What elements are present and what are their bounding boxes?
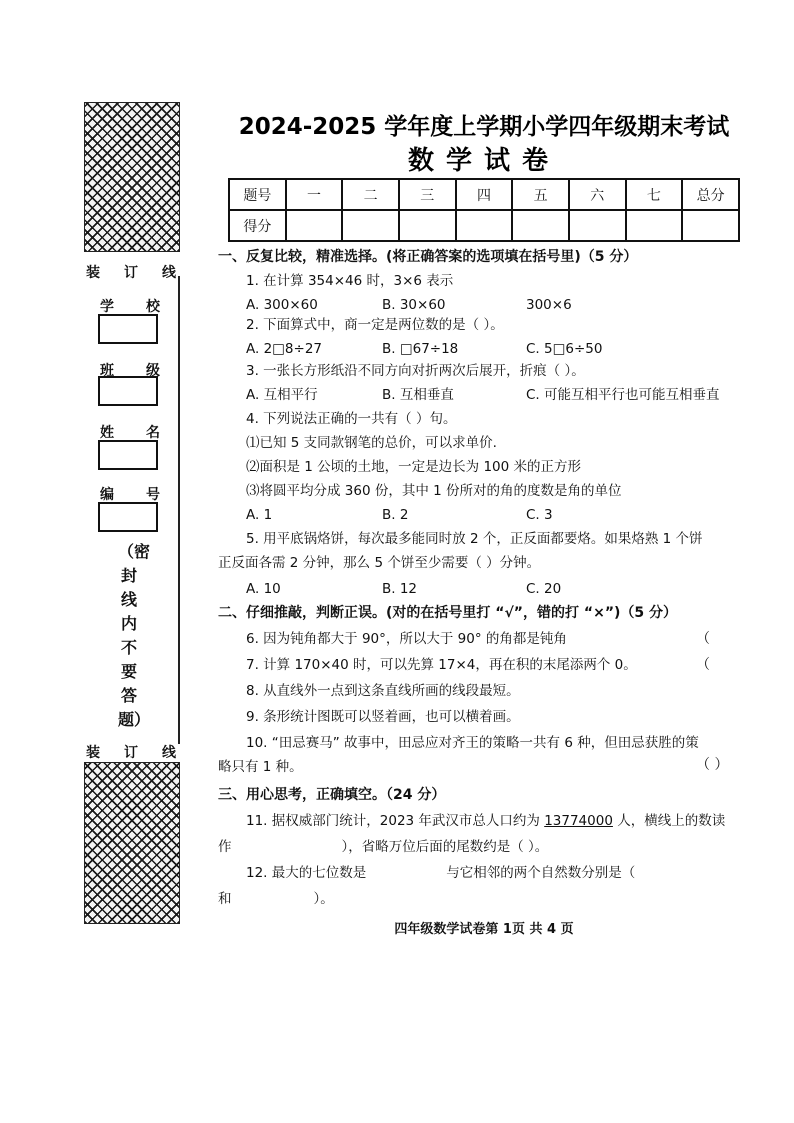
answer-paren[interactable]: （ — [696, 631, 710, 647]
score-cell[interactable] — [286, 210, 343, 241]
option-c[interactable]: C. 可能互相平行也可能互相垂直 — [526, 387, 720, 403]
option-a[interactable]: A. 10 — [246, 581, 281, 597]
binding-line-label-top — [84, 262, 178, 282]
name-label — [100, 422, 160, 442]
school-field[interactable] — [98, 314, 158, 344]
option-b[interactable]: B. 互相垂直 — [382, 387, 454, 403]
score-cell[interactable] — [569, 210, 626, 241]
question-12-line-2 — [218, 890, 758, 908]
option-a[interactable]: A. 300×60 — [246, 297, 318, 313]
exam-title: 2024-2025 学年度上学期小学四年级期末考试 — [238, 114, 730, 140]
score-header-cell: 题号 — [229, 179, 286, 210]
score-cell[interactable] — [456, 210, 513, 241]
label-char: 号 — [146, 487, 160, 503]
binding-line-label-bottom — [84, 742, 178, 762]
section2-heading: 二、仔细推敲，判断正误。(对的在括号里打 “√”，错的打 “×”)（5 分） — [218, 605, 678, 621]
label-char: 名 — [146, 425, 160, 441]
class-field[interactable] — [98, 376, 158, 406]
question-10-line-1: 10. “田忌赛马” 故事中，田忌应对齐王的策略一共有 6 种，但田忌获胜的策 — [246, 735, 699, 751]
q11-number: 13774000 — [544, 813, 613, 829]
option-a[interactable]: A. 1 — [246, 507, 273, 523]
label-char: 级 — [146, 363, 160, 379]
q11-post: 人，横线上的数读 — [612, 813, 726, 829]
option-c[interactable]: 300×6 — [526, 297, 572, 313]
answer-paren[interactable]: （ ） — [696, 757, 729, 773]
score-table-header-row — [229, 179, 739, 210]
score-table-score-row — [229, 210, 739, 241]
score-header-cell: 三 — [399, 179, 456, 210]
binding-pattern-bottom — [84, 762, 180, 924]
label-char: 校 — [146, 299, 160, 315]
question-4: 4. 下列说法正确的一共有（ ）句。 — [246, 411, 457, 427]
question-2: 2. 下面算式中，商一定是两位数的是（ ）。 — [246, 317, 504, 333]
binding-char: 线 — [162, 745, 176, 761]
answer-paren[interactable]: （ — [696, 657, 710, 673]
q11-line2-b: ），省略万位后面的尾数约是（ ）。 — [341, 839, 549, 855]
option-b[interactable]: B. 2 — [382, 507, 409, 523]
question-11-line-2 — [218, 838, 758, 856]
option-c[interactable]: C. 20 — [526, 581, 562, 597]
question-7: 7. 计算 170×40 时，可以先算 17×4，再在积的末尾添两个 0。 — [246, 657, 637, 673]
q12-line2-b: ）。 — [313, 891, 334, 907]
label-char: 学 — [100, 299, 114, 315]
question-11-line-1 — [246, 812, 786, 830]
option-a[interactable]: A. 2□8÷27 — [246, 341, 323, 357]
question-5-line-2: 正反面各需 2 分钟，那么 5 个饼至少需要（ ）分钟。 — [218, 555, 541, 571]
score-cell[interactable] — [626, 210, 683, 241]
question-4-statement-2: ⑵面积是 1 公顷的土地，一定是边长为 100 米的正方形 — [246, 459, 582, 475]
binding-char: 线 — [162, 265, 176, 281]
score-table — [228, 178, 740, 242]
option-b[interactable]: B. □67÷18 — [382, 341, 459, 357]
page-footer: 四年级数学试卷第 1页 共 4 页 — [394, 922, 574, 937]
question-6: 6. 因为钝角都大于 90°，所以大于 90° 的角都是钝角 — [246, 631, 567, 647]
label-char: 编 — [100, 487, 114, 503]
option-a[interactable]: A. 互相平行 — [246, 387, 318, 403]
score-cell[interactable] — [342, 210, 399, 241]
question-5-line-1: 5. 用平底锅烙饼，每次最多能同时放 2 个，正反面都要烙。如果烙熟 1 个饼 — [246, 531, 703, 547]
section1-heading: 一、反复比较，精准选择。(将正确答案的选项填在括号里)（5 分） — [218, 249, 638, 265]
score-header-cell: 六 — [569, 179, 626, 210]
school-label — [100, 296, 160, 316]
score-header-cell: 七 — [626, 179, 683, 210]
option-b[interactable]: B. 12 — [382, 581, 418, 597]
no-answer-warning: （密封线内不要答题） — [118, 542, 151, 729]
binding-char: 装 — [86, 745, 100, 761]
question-4-statement-3: ⑶将圆平均分成 360 份，其中 1 份所对的角的度数是角的单位 — [246, 483, 622, 499]
question-9: 9. 条形统计图既可以竖着画，也可以横着画。 — [246, 709, 520, 725]
score-header-cell: 总分 — [682, 179, 739, 210]
label-char: 姓 — [100, 425, 114, 441]
question-12-line-1 — [246, 864, 786, 882]
score-header-cell: 二 — [342, 179, 399, 210]
q12-mid: 与它相邻的两个自然数分别是（ — [446, 865, 636, 881]
exam-subtitle: 数学试卷 — [407, 146, 560, 176]
question-4-statement-1: ⑴已知 5 支同款钢笔的总价，可以求单价. — [246, 435, 497, 451]
score-header-cell: 四 — [456, 179, 513, 210]
score-header-cell: 五 — [512, 179, 569, 210]
binding-char: 订 — [124, 745, 138, 761]
question-8: 8. 从直线外一点到这条直线所画的线段最短。 — [246, 683, 520, 699]
number-field[interactable] — [98, 502, 158, 532]
score-cell[interactable] — [512, 210, 569, 241]
section3-heading: 三、用心思考，正确填空。（24 分） — [218, 787, 446, 803]
score-header-cell: 一 — [286, 179, 343, 210]
name-field[interactable] — [98, 440, 158, 470]
question-1: 1. 在计算 354×46 时，3×6 表示 — [246, 273, 454, 289]
binding-char: 装 — [86, 265, 100, 281]
q11-pre: 11. 据权威部门统计，2023 年武汉市总人口约为 — [246, 813, 545, 829]
score-cell[interactable] — [399, 210, 456, 241]
q11-line2-a: 作 — [218, 839, 232, 855]
q12-line2-a: 和 — [218, 891, 232, 907]
option-c[interactable]: C. 5□6÷50 — [526, 341, 603, 357]
label-char: 班 — [100, 363, 114, 379]
binding-pattern-top — [84, 102, 180, 252]
question-10-line-2: 略只有 1 种。 — [218, 759, 303, 775]
option-c[interactable]: C. 3 — [526, 507, 553, 523]
option-b[interactable]: B. 30×60 — [382, 297, 446, 313]
binding-rule — [178, 276, 180, 744]
number-label — [100, 484, 160, 504]
q12-pre: 12. 最大的七位数是 — [246, 865, 367, 881]
score-cell[interactable] — [682, 210, 739, 241]
binding-char: 订 — [124, 265, 138, 281]
question-3: 3. 一张长方形纸沿不同方向对折两次后展开，折痕（ ）。 — [246, 363, 585, 379]
score-row-label: 得分 — [229, 210, 286, 241]
